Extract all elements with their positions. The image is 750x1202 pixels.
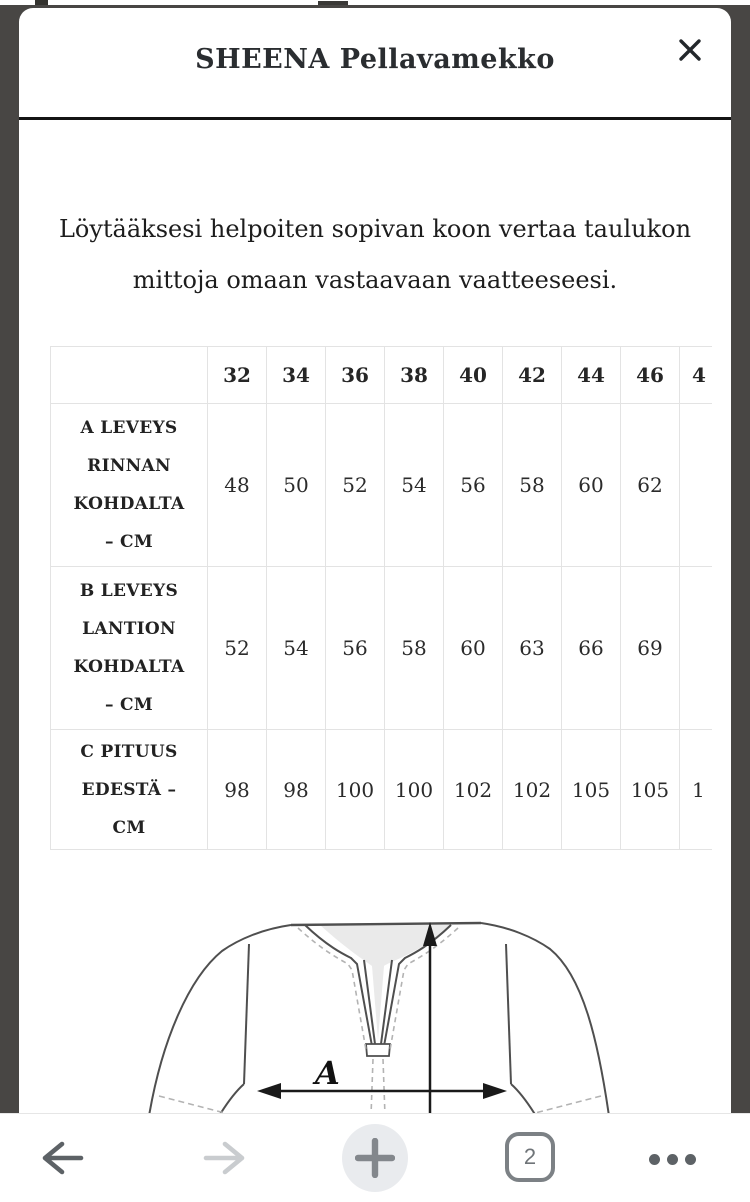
tab-count: 2 [523, 1144, 537, 1169]
size-header: 32 [208, 347, 267, 404]
close-button[interactable] [673, 33, 707, 67]
size-header: 40 [444, 347, 503, 404]
plus-icon [355, 1138, 395, 1178]
corner-cell [51, 347, 208, 404]
forward-button[interactable] [201, 1136, 249, 1180]
browser-toolbar [0, 1113, 750, 1202]
back-arrow-icon [38, 1136, 86, 1180]
cell: 98 [208, 730, 267, 850]
cell: 105 [562, 730, 621, 850]
cell: 54 [267, 567, 326, 730]
cell: 54 [385, 404, 444, 567]
table-row [51, 730, 713, 850]
intro-line-1: Löytääksesi helpoiten sopivan koon vertaa taulukon [58, 215, 692, 243]
intro-text [19, 204, 731, 306]
size-guide-modal [19, 8, 731, 1113]
size-header-row [51, 347, 713, 404]
cell: 50 [267, 404, 326, 567]
cell: 48 [208, 404, 267, 567]
cell-cutoff [680, 567, 713, 730]
size-header: 44 [562, 347, 621, 404]
cell: 100 [385, 730, 444, 850]
table-row [51, 567, 713, 730]
intro-line-2: mittoja omaan vastaavaan vaatteeseesi. [132, 266, 618, 294]
header-divider [19, 117, 731, 120]
cell: 52 [326, 404, 385, 567]
cell: 63 [503, 567, 562, 730]
cell-cutoff: 1 [680, 730, 713, 850]
dress-measurement-diagram [145, 918, 615, 1113]
cell: 66 [562, 567, 621, 730]
menu-button[interactable] [644, 1154, 700, 1168]
close-icon [675, 35, 705, 65]
cell: 69 [621, 567, 680, 730]
modal-header [19, 8, 731, 117]
page-title: SHEENA Pellavamekko [195, 44, 555, 75]
cell: 58 [503, 404, 562, 567]
dress-diagram-drawing [145, 918, 615, 1113]
size-header-cutoff: 4 [680, 347, 713, 404]
cell-cutoff [680, 404, 713, 567]
ellipsis-icon [649, 1154, 660, 1165]
cell: 100 [326, 730, 385, 850]
row-label-b: B LEVEYS LANTION KOHDALTA – CM [51, 567, 208, 730]
new-tab-button[interactable] [342, 1124, 408, 1192]
size-table [50, 346, 712, 850]
tab-switcher-button[interactable] [505, 1132, 555, 1182]
measurement-a-label: A [315, 1054, 340, 1092]
row-label-c: C PITUUS EDESTÄ – CM [51, 730, 208, 850]
size-header: 38 [385, 347, 444, 404]
cell: 58 [385, 567, 444, 730]
cell: 52 [208, 567, 267, 730]
size-header: 46 [621, 347, 680, 404]
cell: 56 [326, 567, 385, 730]
cell: 62 [621, 404, 680, 567]
cell: 102 [503, 730, 562, 850]
row-label-a: A LEVEYS RINNAN KOHDALTA – CM [51, 404, 208, 567]
size-header: 36 [326, 347, 385, 404]
size-header: 34 [267, 347, 326, 404]
cell: 60 [444, 567, 503, 730]
back-button[interactable] [38, 1136, 86, 1180]
cell: 56 [444, 404, 503, 567]
cell: 102 [444, 730, 503, 850]
cell: 60 [562, 404, 621, 567]
cell: 105 [621, 730, 680, 850]
forward-arrow-icon [201, 1136, 249, 1180]
cell: 98 [267, 730, 326, 850]
size-header: 42 [503, 347, 562, 404]
table-row [51, 404, 713, 567]
size-table-scroll-area[interactable] [50, 346, 712, 851]
